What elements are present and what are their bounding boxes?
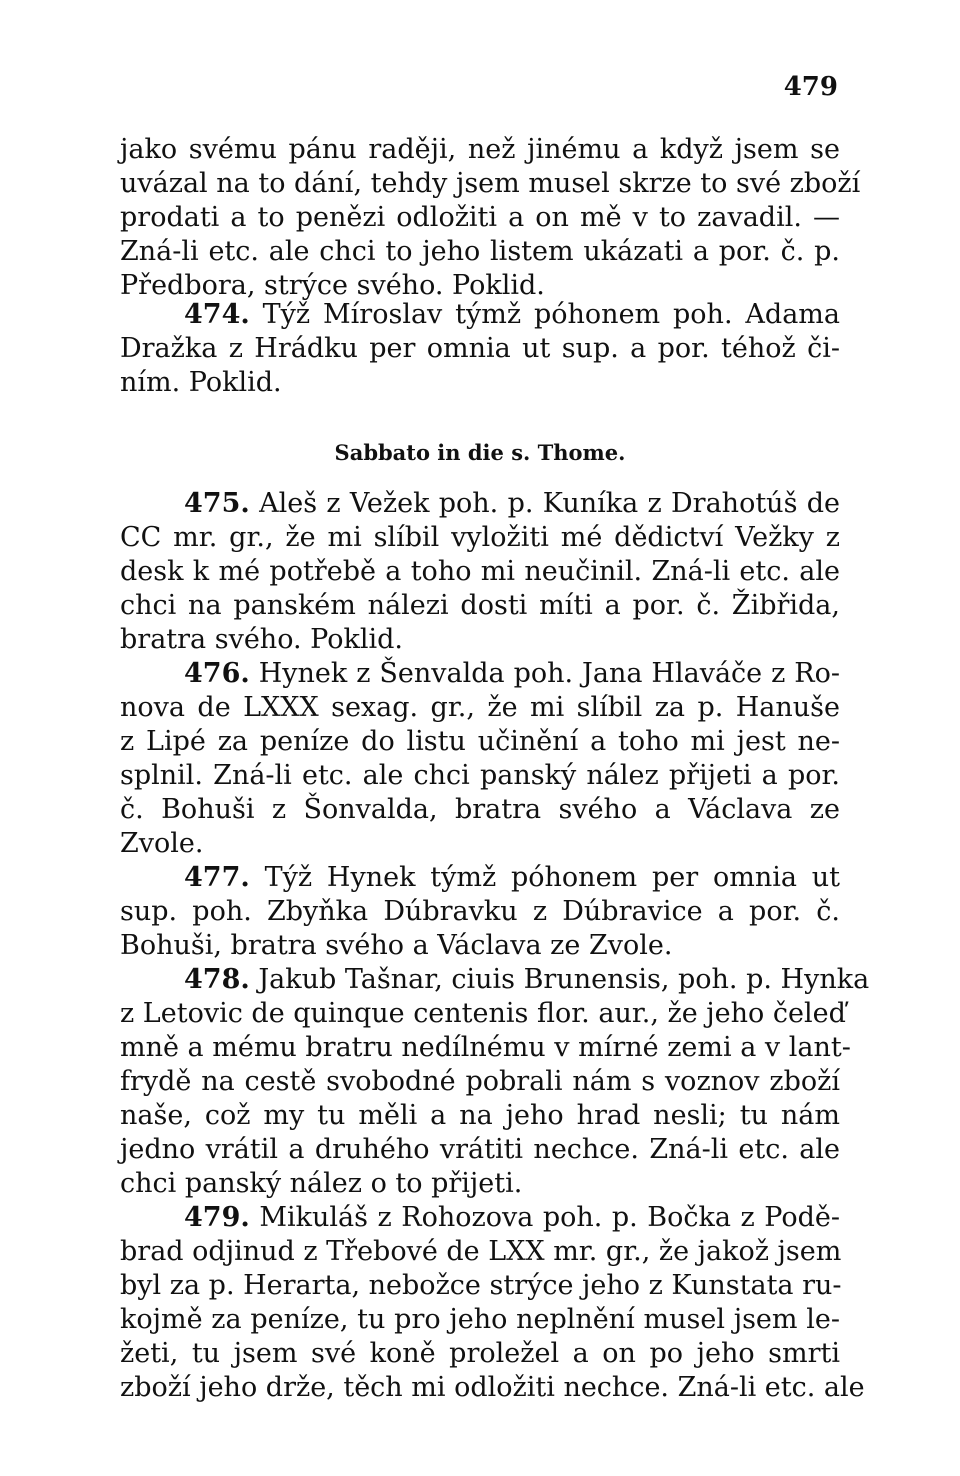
entry-475 — [120, 487, 840, 657]
entry-number: 474. — [184, 299, 250, 330]
entry-text: Mikuláš z Rohozova poh. p. Bočka z Podě- — [259, 1202, 840, 1233]
text-line: z Lipé za peníze do listu učinění a toho mi jest ne- — [120, 726, 840, 757]
text-line: Zvole. — [120, 828, 204, 859]
text-line: brad odjinud z Třebové de LXX mr. gr., že jakož jsem — [120, 1236, 842, 1267]
continuation-paragraph — [120, 133, 861, 303]
text-line: bratra svého. Poklid. — [120, 624, 403, 655]
text-line: zboží jeho drže, těch mi odložiti nechce. Zná-li etc. ale — [120, 1372, 865, 1403]
entry-479 — [120, 1201, 865, 1405]
entry-number: 478. — [184, 964, 250, 995]
entry-first-line — [120, 487, 840, 521]
text-line: jako svému pánu raději, než jinému a když jsem se — [120, 134, 840, 165]
text-line: kojmě za peníze, tu pro jeho neplnění musel jsem le- — [120, 1304, 840, 1335]
entry-number: 477. — [184, 862, 250, 893]
entry-476 — [120, 657, 840, 861]
text-line: jedno vrátil a druhého vrátiti nechce. Zná-li etc. ale — [120, 1134, 840, 1165]
entry-477 — [120, 861, 840, 963]
entries-block — [120, 487, 870, 1405]
text-line: desk k mé potřebě a toho mi neučinil. Zná-li etc. ale — [120, 556, 840, 587]
section-heading: Sabbato in die s. Thome. — [334, 440, 626, 465]
text-line: prodati a to penězi odložiti a on mě v to zavadil. — — [120, 202, 840, 233]
text-line: Zná-li etc. ale chci to jeho listem ukázati a por. č. p. — [120, 236, 840, 267]
entry-text: Hynek z Šenvalda poh. Jana Hlaváče z Ro- — [258, 658, 840, 689]
entry-first-line — [120, 657, 840, 691]
text-line: splnil. Zná-li etc. ale chci panský nález přijeti a por. — [120, 760, 840, 791]
entry-first-line — [120, 1201, 840, 1235]
text-line: z Letovic de quinque centenis flor. aur., že jeho čeleď — [120, 998, 846, 1029]
text-line: Bohuši, bratra svého a Václava ze Zvole. — [120, 930, 673, 961]
text-line: naše, což my tu měli a na jeho hrad nesli; tu nám — [120, 1100, 840, 1131]
text-line: Předbora, strýce svého. Poklid. — [120, 270, 545, 301]
text-line: Dražka z Hrádku per omnia ut sup. a por. téhož či- — [120, 333, 840, 364]
text-line: nova de LXXX sexag. gr., že mi slíbil za p. Hanuše — [120, 692, 840, 723]
text-line: sup. poh. Zbyňka Dúbravku z Dúbravice a por. č. — [120, 896, 840, 927]
page-number: 479 — [783, 72, 838, 102]
entry-first-line — [120, 963, 870, 997]
entry-474 — [120, 298, 840, 400]
entry-number: 479. — [184, 1202, 250, 1233]
entry-number: 475. — [184, 488, 250, 519]
text-line: č. Bohuši z Šonvalda, bratra svého a Václava ze — [120, 794, 840, 825]
entry-text: Aleš z Vežek poh. p. Kuníka z Drahotúš de — [259, 488, 840, 519]
entry-number: 476. — [184, 658, 250, 689]
text-line: mně a mému bratru nedílnému v mírné zemi a v lant- — [120, 1032, 851, 1063]
text-line: frydě na cestě svobodné pobrali nám s voznov zboží — [120, 1066, 840, 1097]
text-line: byl za p. Herarta, nebožce strýce jeho z Kunstata ru- — [120, 1270, 842, 1301]
entry-478 — [120, 963, 870, 1201]
text-line: chci na panském nálezi dosti míti a por. č. Žibřida, — [120, 590, 840, 621]
entry-first-line — [120, 298, 840, 332]
entry-first-line — [120, 861, 840, 895]
text-line: ním. Poklid. — [120, 367, 282, 398]
entry-text: Týž Míroslav týmž póhonem poh. Adama — [262, 299, 840, 330]
text-line: CC mr. gr., že mi slíbil vyložiti mé dědictví Vežky z — [120, 522, 840, 553]
entry-text: Týž Hynek týmž póhonem per omnia ut — [264, 862, 840, 893]
text-line: chci panský nález o to přijeti. — [120, 1168, 523, 1199]
entry-text: Jakub Tašnar, ciuis Brunensis, poh. p. Hynka — [258, 964, 870, 995]
text-line: žeti, tu jsem své koně proležel a on po jeho smrti — [120, 1338, 840, 1369]
text-line: uvázal na to dání, tehdy jsem musel skrze to své zboží — [120, 168, 861, 199]
